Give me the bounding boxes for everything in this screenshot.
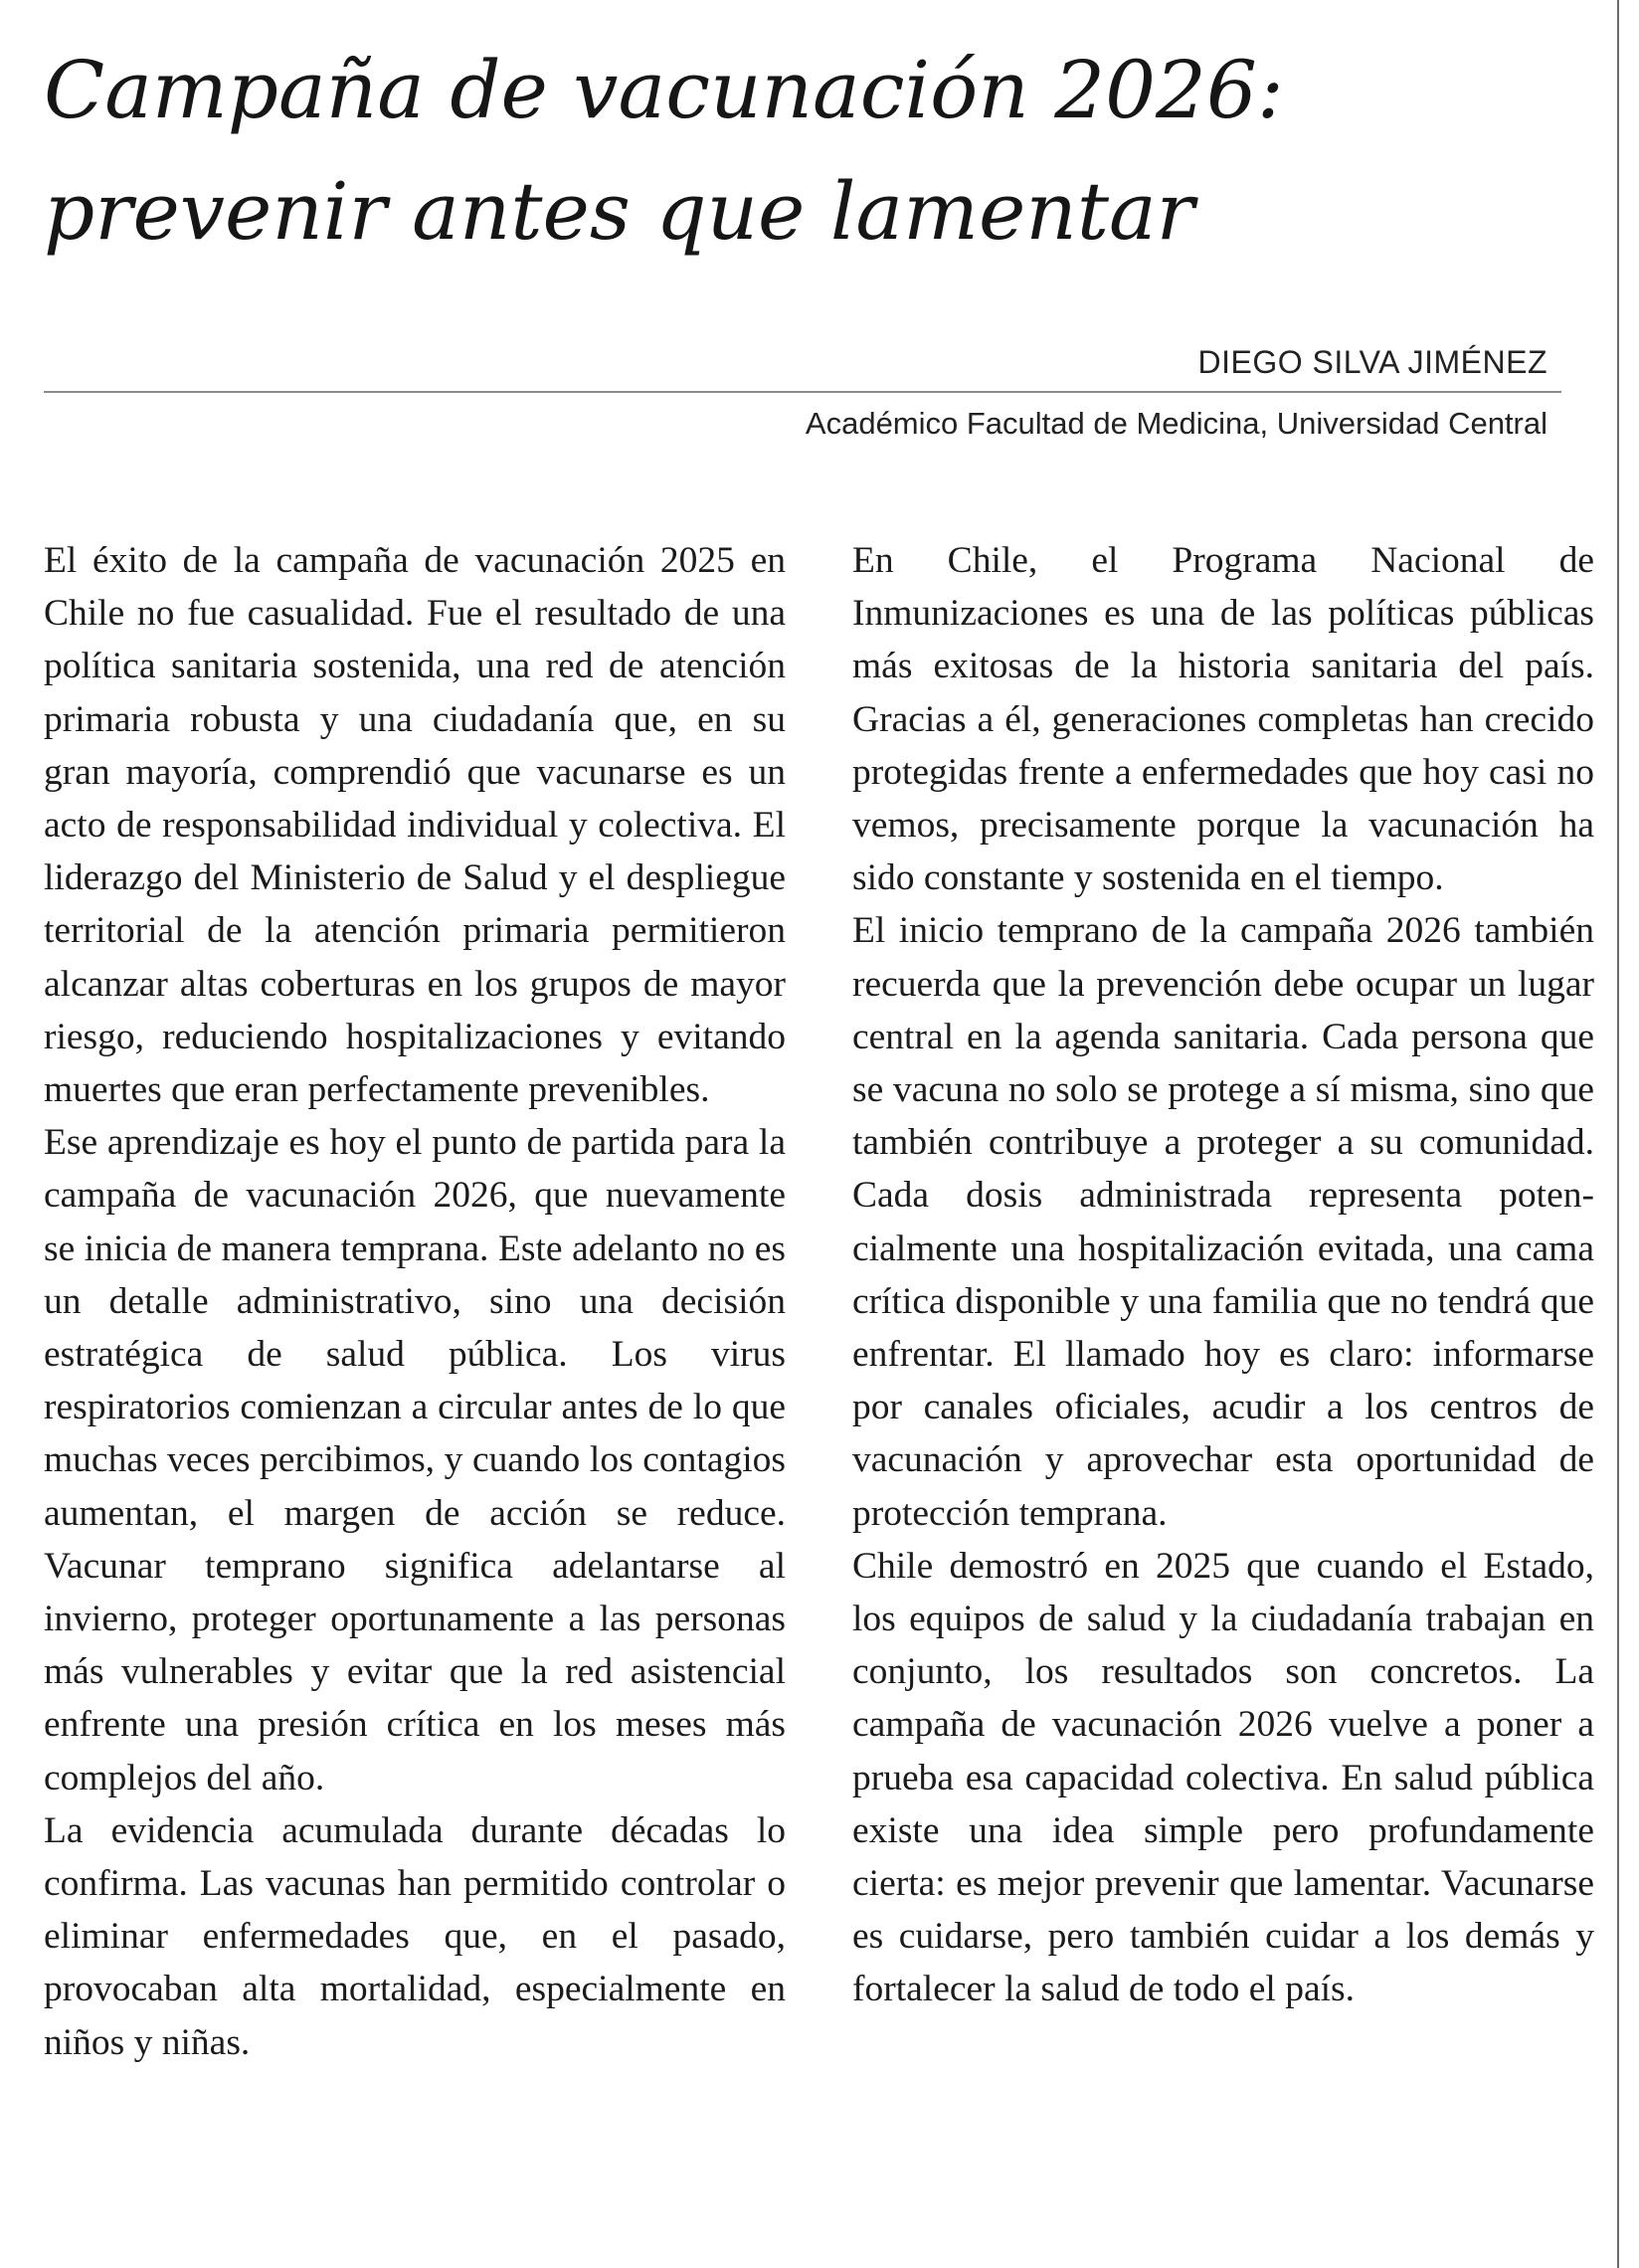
paragraph: En Chile, el Programa Nacional de Inmunizaciones es una de las políticas públicas más exitosas de la historia sanitaria del país. Gracias a él, generaciones completas han crecido protegidas frente a enfermedades que hoy casi no vemos, precisamente porque la vacunación ha sido constante y sostenida en el tiempo. (852, 540, 1594, 899)
article-column-left (44, 534, 786, 2069)
headline-line-1: Campaña de vacunación 2026: (44, 44, 1284, 136)
paragraph: El inicio temprano de la campaña 2026 también recuerda que la prevención debe ocupar un lugar central en la agenda sanitaria. Cada persona que se vacuna no solo se protege a sí misma, sino que también contribuye a proteger a su comunidad. Cada dosis administrada representa potencialmente una hospitalización evitada, una cama crítica disponible y una familia que no tendrá que enfrentar. El llamado hoy es claro: informarse por canales oficiales, acudir a los centros de vacunación y aprovechar esta oportunidad de protección temprana. (852, 910, 1594, 1534)
article-column-right (852, 534, 1594, 2016)
byline-divider (44, 391, 1561, 393)
headline (44, 30, 1575, 273)
author-name: DIEGO SILVA JIMÉNEZ (1197, 344, 1548, 380)
headline-line-2: prevenir antes que lamentar (44, 165, 1194, 258)
author-affiliation: Académico Facultad de Medicina, Universidad Central (805, 406, 1548, 441)
paragraph: El éxito de la campaña de vacunación 2025 en Chile no fue casualidad. Fue el resultado de una política sanitaria sostenida, una red de atención primaria robusta y una ciudadanía que, en su gran mayoría, comprendió que vacunarse es un acto de responsabilidad individual y colectiva. El liderazgo del Ministerio de Salud y el despliegue territorial de la atención primaria permitieron alcanzar altas coberturas en los grupos de mayor riesgo, reduciendo hospitalizaciones y evitando muertes que eran perfectamente prevenibles. (44, 540, 786, 1111)
paragraph: Chile demostró en 2025 que cuando el Estado, los equipos de salud y la ciudadanía trabajan en conjunto, los resultados son concretos. La campaña de vacunación 2026 vuelve a poner a prueba esa capacidad colectiva. En salud pública existe una idea simple pero profundamente cierta: es mejor prevenir que lamentar. Vacunarse es cuidarse, pero también cuidar a los demás y fortalecer la salud de todo el país. (852, 1545, 1594, 2010)
paragraph: Ese aprendizaje es hoy el punto de partida para la campaña de vacunación 2026, que nuevamente se inicia de manera temprana. Este adelanto no es un detalle administrativo, sino una decisión estratégica de salud pública. Los virus respiratorios comienzan a circular antes de lo que muchas veces percibimos, y cuando los contagios aumentan, el margen de acción se reduce. Vacunar temprano significa adelantarse al invierno, proteger oportunamente a las personas más vulnerables y evitar que la red asistencial enfrente una presión crítica en los meses más complejos del año. (44, 1122, 786, 1798)
paragraph: La evidencia acumulada durante décadas lo confirma. Las vacunas han permitido controlar o eliminar enfermedades que, en el pasado, provocaban alta mortalidad, especialmente en niños y niñas. (44, 1809, 786, 2063)
column-rule (1617, 0, 1619, 2268)
